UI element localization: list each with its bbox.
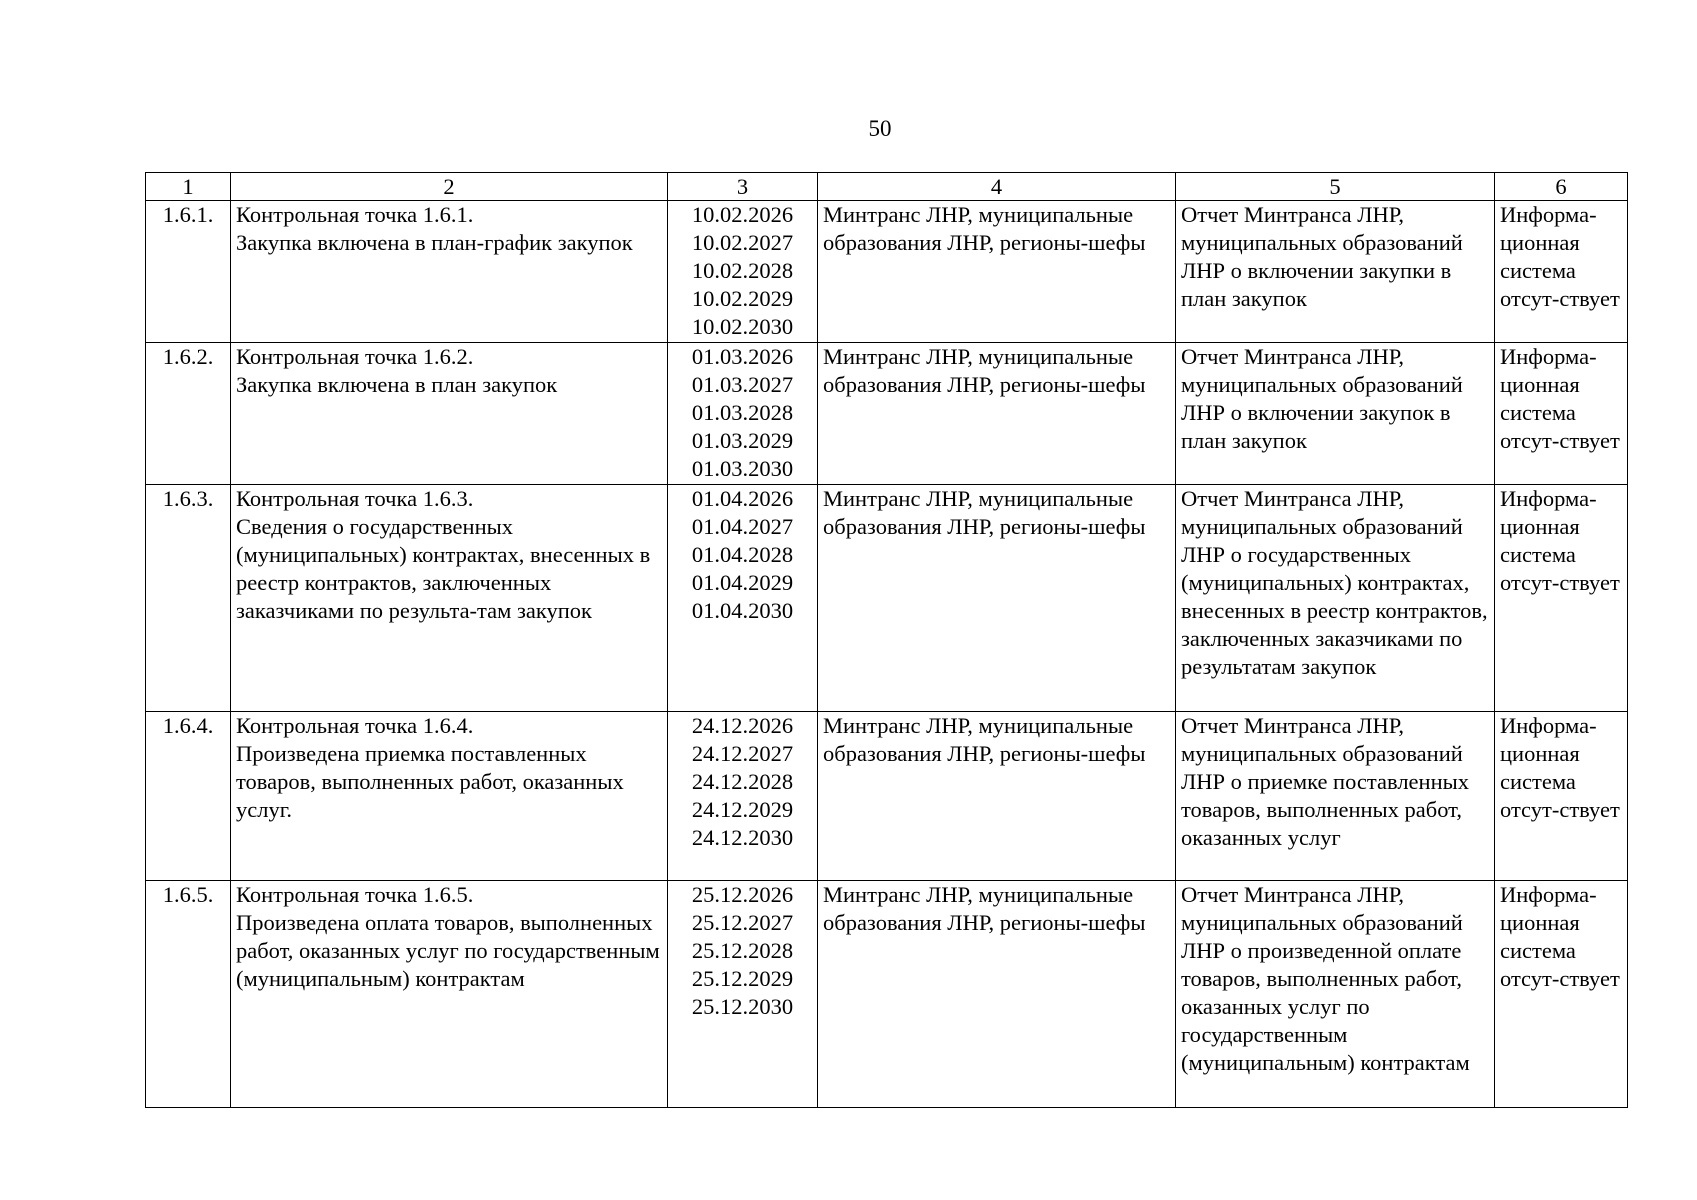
deadline-date: 25.12.2027 [691, 910, 794, 935]
deadline-dates-cell [668, 881, 818, 1108]
control-point-description: Закупка включена в план-график закупок [236, 230, 633, 255]
deadline-date: 10.02.2027 [691, 230, 794, 255]
information-system-cell: Информа-ционная система отсут-ствует [1495, 201, 1628, 343]
column-header: 6 [1495, 173, 1628, 201]
row-number: 1.6.1. [146, 201, 231, 343]
deadline-dates-cell [668, 343, 818, 485]
responsible-cell: Минтранс ЛНР, муниципальные образования ЛНР, регионы-шефы [818, 881, 1176, 1108]
deadline-date: 24.12.2028 [691, 769, 794, 794]
deadline-date: 25.12.2029 [691, 966, 794, 991]
deadline-date: 25.12.2026 [691, 882, 794, 907]
document-cell: Отчет Минтранса ЛНР, муниципальных образований ЛНР о включении закупки в план закупок [1176, 201, 1495, 343]
responsible-cell: Минтранс ЛНР, муниципальные образования ЛНР, регионы-шефы [818, 485, 1176, 712]
responsible-cell: Минтранс ЛНР, муниципальные образования ЛНР, регионы-шефы [818, 712, 1176, 881]
table-row [146, 712, 1628, 881]
table-row [146, 881, 1628, 1108]
deadline-date: 10.02.2029 [691, 286, 794, 311]
control-point-description: Произведена оплата товаров, выполненных работ, оказанных услуг по государственным (муниципальным) контрактам [236, 910, 660, 991]
control-point-cell [231, 343, 668, 485]
control-point-cell [231, 881, 668, 1108]
control-point-cell [231, 712, 668, 881]
control-point-cell [231, 485, 668, 712]
column-header: 4 [818, 173, 1176, 201]
deadline-dates-cell [668, 485, 818, 712]
row-number: 1.6.4. [146, 712, 231, 881]
information-system-cell: Информа-ционная система отсут-ствует [1495, 712, 1628, 881]
deadline-date: 24.12.2026 [691, 713, 794, 738]
information-system-cell: Информа-ционная система отсут-ствует [1495, 343, 1628, 485]
deadline-dates-cell [668, 201, 818, 343]
column-header: 3 [668, 173, 818, 201]
deadline-date: 01.03.2029 [691, 428, 794, 453]
control-point-cell [231, 201, 668, 343]
deadline-date: 01.04.2028 [691, 542, 794, 567]
deadline-date: 01.03.2026 [691, 344, 794, 369]
control-point-description: Произведена приемка поставленных товаров, выполненных работ, оказанных услуг. [236, 741, 624, 822]
row-number: 1.6.5. [146, 881, 231, 1108]
information-system-cell: Информа-ционная система отсут-ствует [1495, 485, 1628, 712]
deadline-date: 25.12.2030 [691, 994, 794, 1019]
table-header-row [146, 173, 1628, 201]
deadline-date: 24.12.2029 [691, 797, 794, 822]
control-point-title: Контрольная точка 1.6.3. [236, 486, 474, 511]
responsible-cell: Минтранс ЛНР, муниципальные образования ЛНР, регионы-шефы [818, 343, 1176, 485]
control-points-table [145, 172, 1628, 1108]
table-row [146, 485, 1628, 712]
control-point-title: Контрольная точка 1.6.5. [236, 882, 474, 907]
deadline-date: 24.12.2027 [691, 741, 794, 766]
information-system-cell: Информа-ционная система отсут-ствует [1495, 881, 1628, 1108]
column-header: 5 [1176, 173, 1495, 201]
table-row [146, 201, 1628, 343]
document-cell: Отчет Минтранса ЛНР, муниципальных образований ЛНР о приемке поставленных товаров, выполненных работ, оказанных услуг [1176, 712, 1495, 881]
table-row [146, 343, 1628, 485]
document-cell: Отчет Минтранса ЛНР, муниципальных образований ЛНР о произведенной оплате товаров, выполненных работ, оказанных услуг по государственным (муниципальным) контрактам [1176, 881, 1495, 1108]
page-number: 50 [868, 116, 892, 141]
document-cell: Отчет Минтранса ЛНР, муниципальных образований ЛНР о государственных (муниципальных) контрактах, внесенных в реестр контрактов, заключенных заказчиками по результатам закупок [1176, 485, 1495, 712]
deadline-date: 01.03.2027 [691, 372, 794, 397]
deadline-date: 10.02.2028 [691, 258, 794, 283]
control-point-description: Закупка включена в план закупок [236, 372, 558, 397]
row-number: 1.6.3. [146, 485, 231, 712]
deadline-date: 24.12.2030 [691, 825, 794, 850]
deadline-date: 10.02.2030 [691, 314, 794, 339]
deadline-date: 25.12.2028 [691, 938, 794, 963]
deadline-date: 01.04.2027 [691, 514, 794, 539]
deadline-date: 01.04.2029 [691, 570, 794, 595]
deadline-date: 10.02.2026 [691, 202, 794, 227]
column-header: 1 [146, 173, 231, 201]
deadline-date: 01.03.2028 [691, 400, 794, 425]
deadline-date: 01.03.2030 [691, 456, 794, 481]
control-point-title: Контрольная точка 1.6.4. [236, 713, 474, 738]
document-cell: Отчет Минтранса ЛНР, муниципальных образований ЛНР о включении закупок в план закупок [1176, 343, 1495, 485]
responsible-cell: Минтранс ЛНР, муниципальные образования ЛНР, регионы-шефы [818, 201, 1176, 343]
control-point-title: Контрольная точка 1.6.2. [236, 344, 474, 369]
deadline-date: 01.04.2026 [691, 486, 794, 511]
control-point-description: Сведения о государственных (муниципальных) контрактах, внесенных в реестр контрактов, заключенных заказчиками по результа-там закупок [236, 514, 651, 623]
deadline-dates-cell [668, 712, 818, 881]
deadline-date: 01.04.2030 [691, 598, 794, 623]
column-header: 2 [231, 173, 668, 201]
row-number: 1.6.2. [146, 343, 231, 485]
control-point-title: Контрольная точка 1.6.1. [236, 202, 474, 227]
